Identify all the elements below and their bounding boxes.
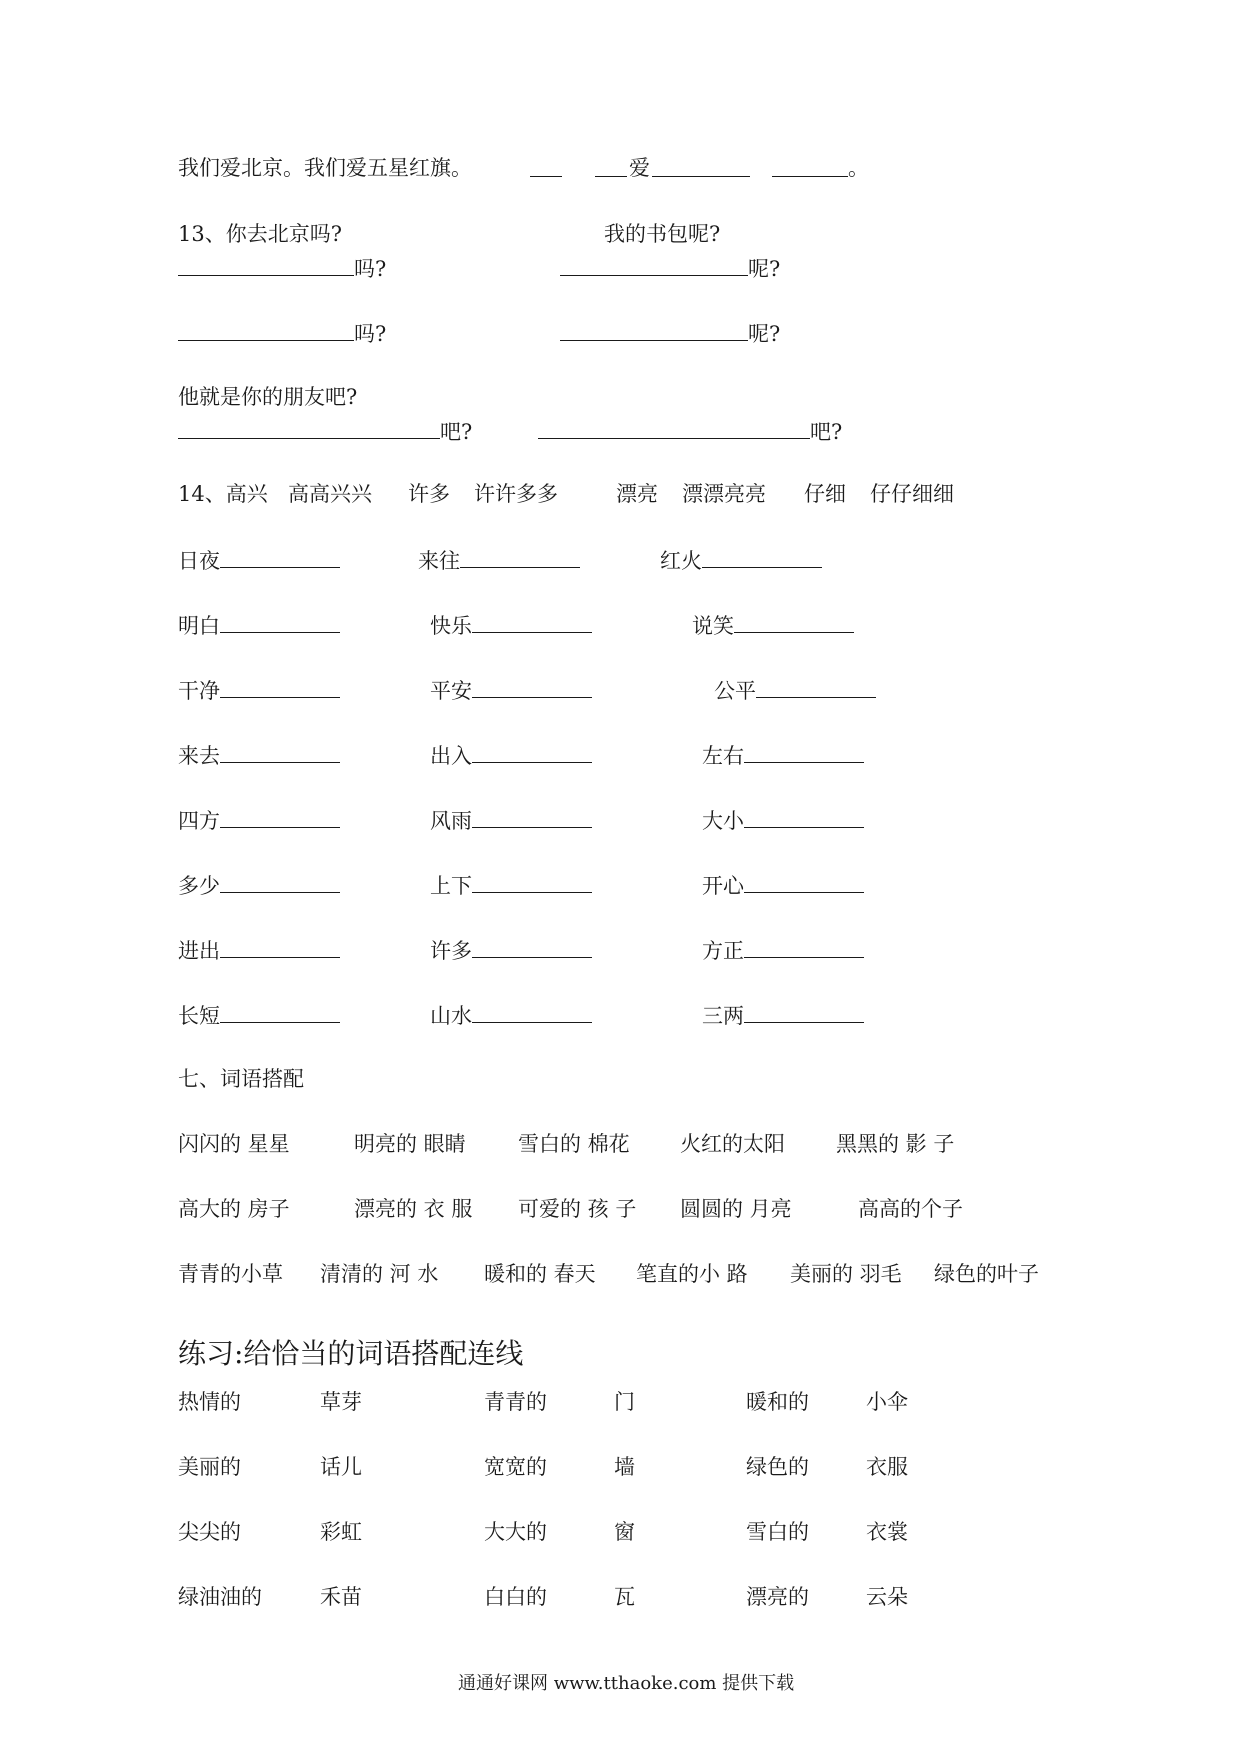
blank[interactable] — [595, 152, 627, 186]
adjective[interactable]: 绿油油的 — [178, 1585, 262, 1609]
collocation: 笔直的小 路 — [636, 1262, 748, 1286]
q14-cue: 出入 — [430, 744, 472, 768]
footer-text: 通通好课网 www.tthaoke.com 提供下载 — [458, 1673, 795, 1694]
noun[interactable]: 衣裳 — [866, 1520, 908, 1544]
q13-prompt-row — [0, 381, 1240, 413]
ne-suffix: 呢? — [748, 322, 781, 346]
q14-cue: 平安 — [430, 679, 472, 703]
section7-title-row — [0, 1063, 1240, 1095]
q14-cue: 明白 — [178, 614, 220, 638]
q14-cue: 四方 — [178, 809, 220, 833]
blank[interactable] — [220, 608, 340, 633]
noun[interactable]: 彩虹 — [320, 1520, 362, 1544]
adjective[interactable]: 青青的 — [484, 1390, 547, 1414]
blank[interactable] — [772, 152, 848, 186]
q14-cue: 快乐 — [430, 614, 472, 638]
ai-word: 爱 — [629, 156, 650, 180]
collocation: 圆圆的 月亮 — [680, 1197, 792, 1221]
noun[interactable]: 衣服 — [866, 1455, 908, 1479]
adjective[interactable]: 宽宽的 — [484, 1455, 547, 1479]
q14-word: 漂亮 — [616, 482, 658, 506]
collocation: 漂亮的 衣 服 — [354, 1197, 473, 1221]
blank[interactable] — [472, 803, 592, 828]
collocation: 高大的 房子 — [178, 1197, 290, 1221]
adjective[interactable]: 美丽的 — [178, 1455, 241, 1479]
ne-suffix: 呢? — [748, 257, 781, 281]
q14-cue: 方正 — [702, 939, 744, 963]
q14-cue: 开心 — [702, 874, 744, 898]
blank[interactable] — [220, 673, 340, 698]
q14-header-row — [0, 478, 1240, 510]
q14-word: 14、高兴 — [178, 482, 268, 506]
q13-label: 13、你去北京吗? — [178, 222, 342, 246]
collocation: 绿色的叶子 — [934, 1262, 1039, 1286]
q14-cue: 山水 — [430, 1004, 472, 1028]
blank[interactable] — [220, 803, 340, 828]
q14-cue: 三两 — [702, 1004, 744, 1028]
collocation: 清清的 河 水 — [320, 1262, 439, 1286]
adjective[interactable]: 漂亮的 — [746, 1585, 809, 1609]
matching-row — [0, 1451, 1240, 1483]
q14-row — [0, 803, 1240, 835]
q14-cue: 红火 — [660, 549, 702, 573]
q14-cue: 长短 — [178, 1004, 220, 1028]
blank[interactable] — [560, 251, 748, 276]
blank[interactable] — [756, 673, 876, 698]
blank[interactable] — [460, 543, 580, 568]
footer-row — [0, 1668, 1240, 1700]
ba-suffix: 吧? — [810, 420, 843, 444]
q14-word: 漂漂亮亮 — [682, 482, 766, 506]
blank[interactable] — [220, 738, 340, 763]
q14-row — [0, 998, 1240, 1030]
noun[interactable]: 瓦 — [614, 1585, 635, 1609]
noun[interactable]: 门 — [614, 1390, 635, 1414]
noun[interactable]: 小伞 — [866, 1390, 908, 1414]
q14-row — [0, 933, 1240, 965]
ma-suffix: 吗? — [354, 322, 387, 346]
q14-cue: 大小 — [702, 809, 744, 833]
adjective[interactable]: 雪白的 — [746, 1520, 809, 1544]
noun[interactable]: 墙 — [614, 1455, 635, 1479]
blank[interactable] — [472, 868, 592, 893]
q13-line3: 他就是你的朋友吧? — [178, 385, 358, 409]
collocation: 青青的小草 — [178, 1262, 283, 1286]
blank[interactable] — [472, 608, 592, 633]
q13-answer-row — [0, 316, 1240, 348]
blank[interactable] — [744, 738, 864, 763]
blank[interactable] — [744, 868, 864, 893]
period: 。 — [848, 156, 869, 180]
collocation-row — [0, 1258, 1240, 1290]
blank[interactable] — [220, 933, 340, 958]
adjective[interactable]: 绿色的 — [746, 1455, 809, 1479]
q14-word: 许许多多 — [474, 482, 558, 506]
collocation-row — [0, 1193, 1240, 1225]
collocation: 火红的太阳 — [680, 1132, 785, 1156]
collocation: 可爱的 孩 子 — [518, 1197, 637, 1221]
noun[interactable]: 窗 — [614, 1520, 635, 1544]
q14-word: 仔细 — [804, 482, 846, 506]
q14-cue: 日夜 — [178, 549, 220, 573]
blank[interactable] — [538, 414, 810, 439]
collocation: 明亮的 眼睛 — [354, 1132, 466, 1156]
collocation: 美丽的 羽毛 — [790, 1262, 902, 1286]
blank[interactable] — [744, 933, 864, 958]
blank[interactable] — [220, 543, 340, 568]
blank[interactable] — [472, 738, 592, 763]
q14-cue: 来往 — [418, 549, 460, 573]
blank[interactable] — [744, 998, 864, 1023]
adjective[interactable]: 白白的 — [484, 1585, 547, 1609]
blank[interactable] — [560, 316, 748, 341]
q13-answer-row — [0, 414, 1240, 446]
q14-row — [0, 608, 1240, 640]
sentence-text: 我们爱北京。我们爱五星红旗。 — [178, 156, 472, 180]
adjective[interactable]: 大大的 — [484, 1520, 547, 1544]
q14-cue: 进出 — [178, 939, 220, 963]
q14-row — [0, 543, 1240, 575]
ba-suffix: 吧? — [440, 420, 473, 444]
q14-cue: 上下 — [430, 874, 472, 898]
collocation: 暖和的 春天 — [484, 1262, 596, 1286]
q14-cue: 来去 — [178, 744, 220, 768]
blank[interactable] — [178, 251, 354, 276]
q14-cue: 左右 — [702, 744, 744, 768]
adjective[interactable]: 热情的 — [178, 1390, 241, 1414]
ma-suffix: 吗? — [354, 257, 387, 281]
blank[interactable] — [220, 998, 340, 1023]
blank[interactable] — [734, 608, 854, 633]
q14-cue: 说笑 — [692, 614, 734, 638]
blank[interactable] — [530, 152, 562, 186]
noun[interactable]: 云朵 — [866, 1585, 908, 1609]
q13-right-prompt: 我的书包呢? — [604, 222, 721, 246]
noun[interactable]: 禾苗 — [320, 1585, 362, 1609]
practice-title: 练习:给恰当的词语搭配连线 — [178, 1337, 524, 1370]
practice-title-row — [0, 1334, 1240, 1374]
blank[interactable] — [472, 998, 592, 1023]
blank[interactable] — [702, 543, 822, 568]
blank[interactable] — [220, 868, 340, 893]
q14-word: 许多 — [408, 482, 450, 506]
q14-cue: 许多 — [430, 939, 472, 963]
collocation: 闪闪的 星星 — [178, 1132, 290, 1156]
q13-answer-row — [0, 251, 1240, 283]
q14-cue: 风雨 — [430, 809, 472, 833]
q14-cue: 公平 — [714, 679, 756, 703]
q14-cue: 多少 — [178, 874, 220, 898]
noun[interactable]: 话儿 — [320, 1455, 362, 1479]
blank[interactable] — [652, 152, 750, 186]
collocation: 高高的个子 — [858, 1197, 963, 1221]
collocation-row — [0, 1128, 1240, 1160]
q13-prompt-row — [0, 218, 1240, 250]
matching-row — [0, 1581, 1240, 1613]
blank[interactable] — [472, 673, 592, 698]
matching-row — [0, 1516, 1240, 1548]
section7-title: 七、词语搭配 — [178, 1067, 304, 1091]
blank[interactable] — [472, 933, 592, 958]
q14-word: 高高兴兴 — [288, 482, 372, 506]
love-beijing-line — [0, 152, 1240, 184]
q14-cue: 干净 — [178, 679, 220, 703]
collocation: 雪白的 棉花 — [518, 1132, 630, 1156]
q14-row — [0, 738, 1240, 770]
noun[interactable]: 草芽 — [320, 1390, 362, 1414]
blank[interactable] — [744, 803, 864, 828]
matching-row — [0, 1386, 1240, 1418]
adjective[interactable]: 尖尖的 — [178, 1520, 241, 1544]
collocation: 黑黑的 影 子 — [836, 1132, 955, 1156]
blank[interactable] — [178, 316, 354, 341]
q14-row — [0, 868, 1240, 900]
q14-row — [0, 673, 1240, 705]
q14-word: 仔仔细细 — [870, 482, 954, 506]
blank[interactable] — [178, 414, 440, 439]
adjective[interactable]: 暖和的 — [746, 1390, 809, 1414]
